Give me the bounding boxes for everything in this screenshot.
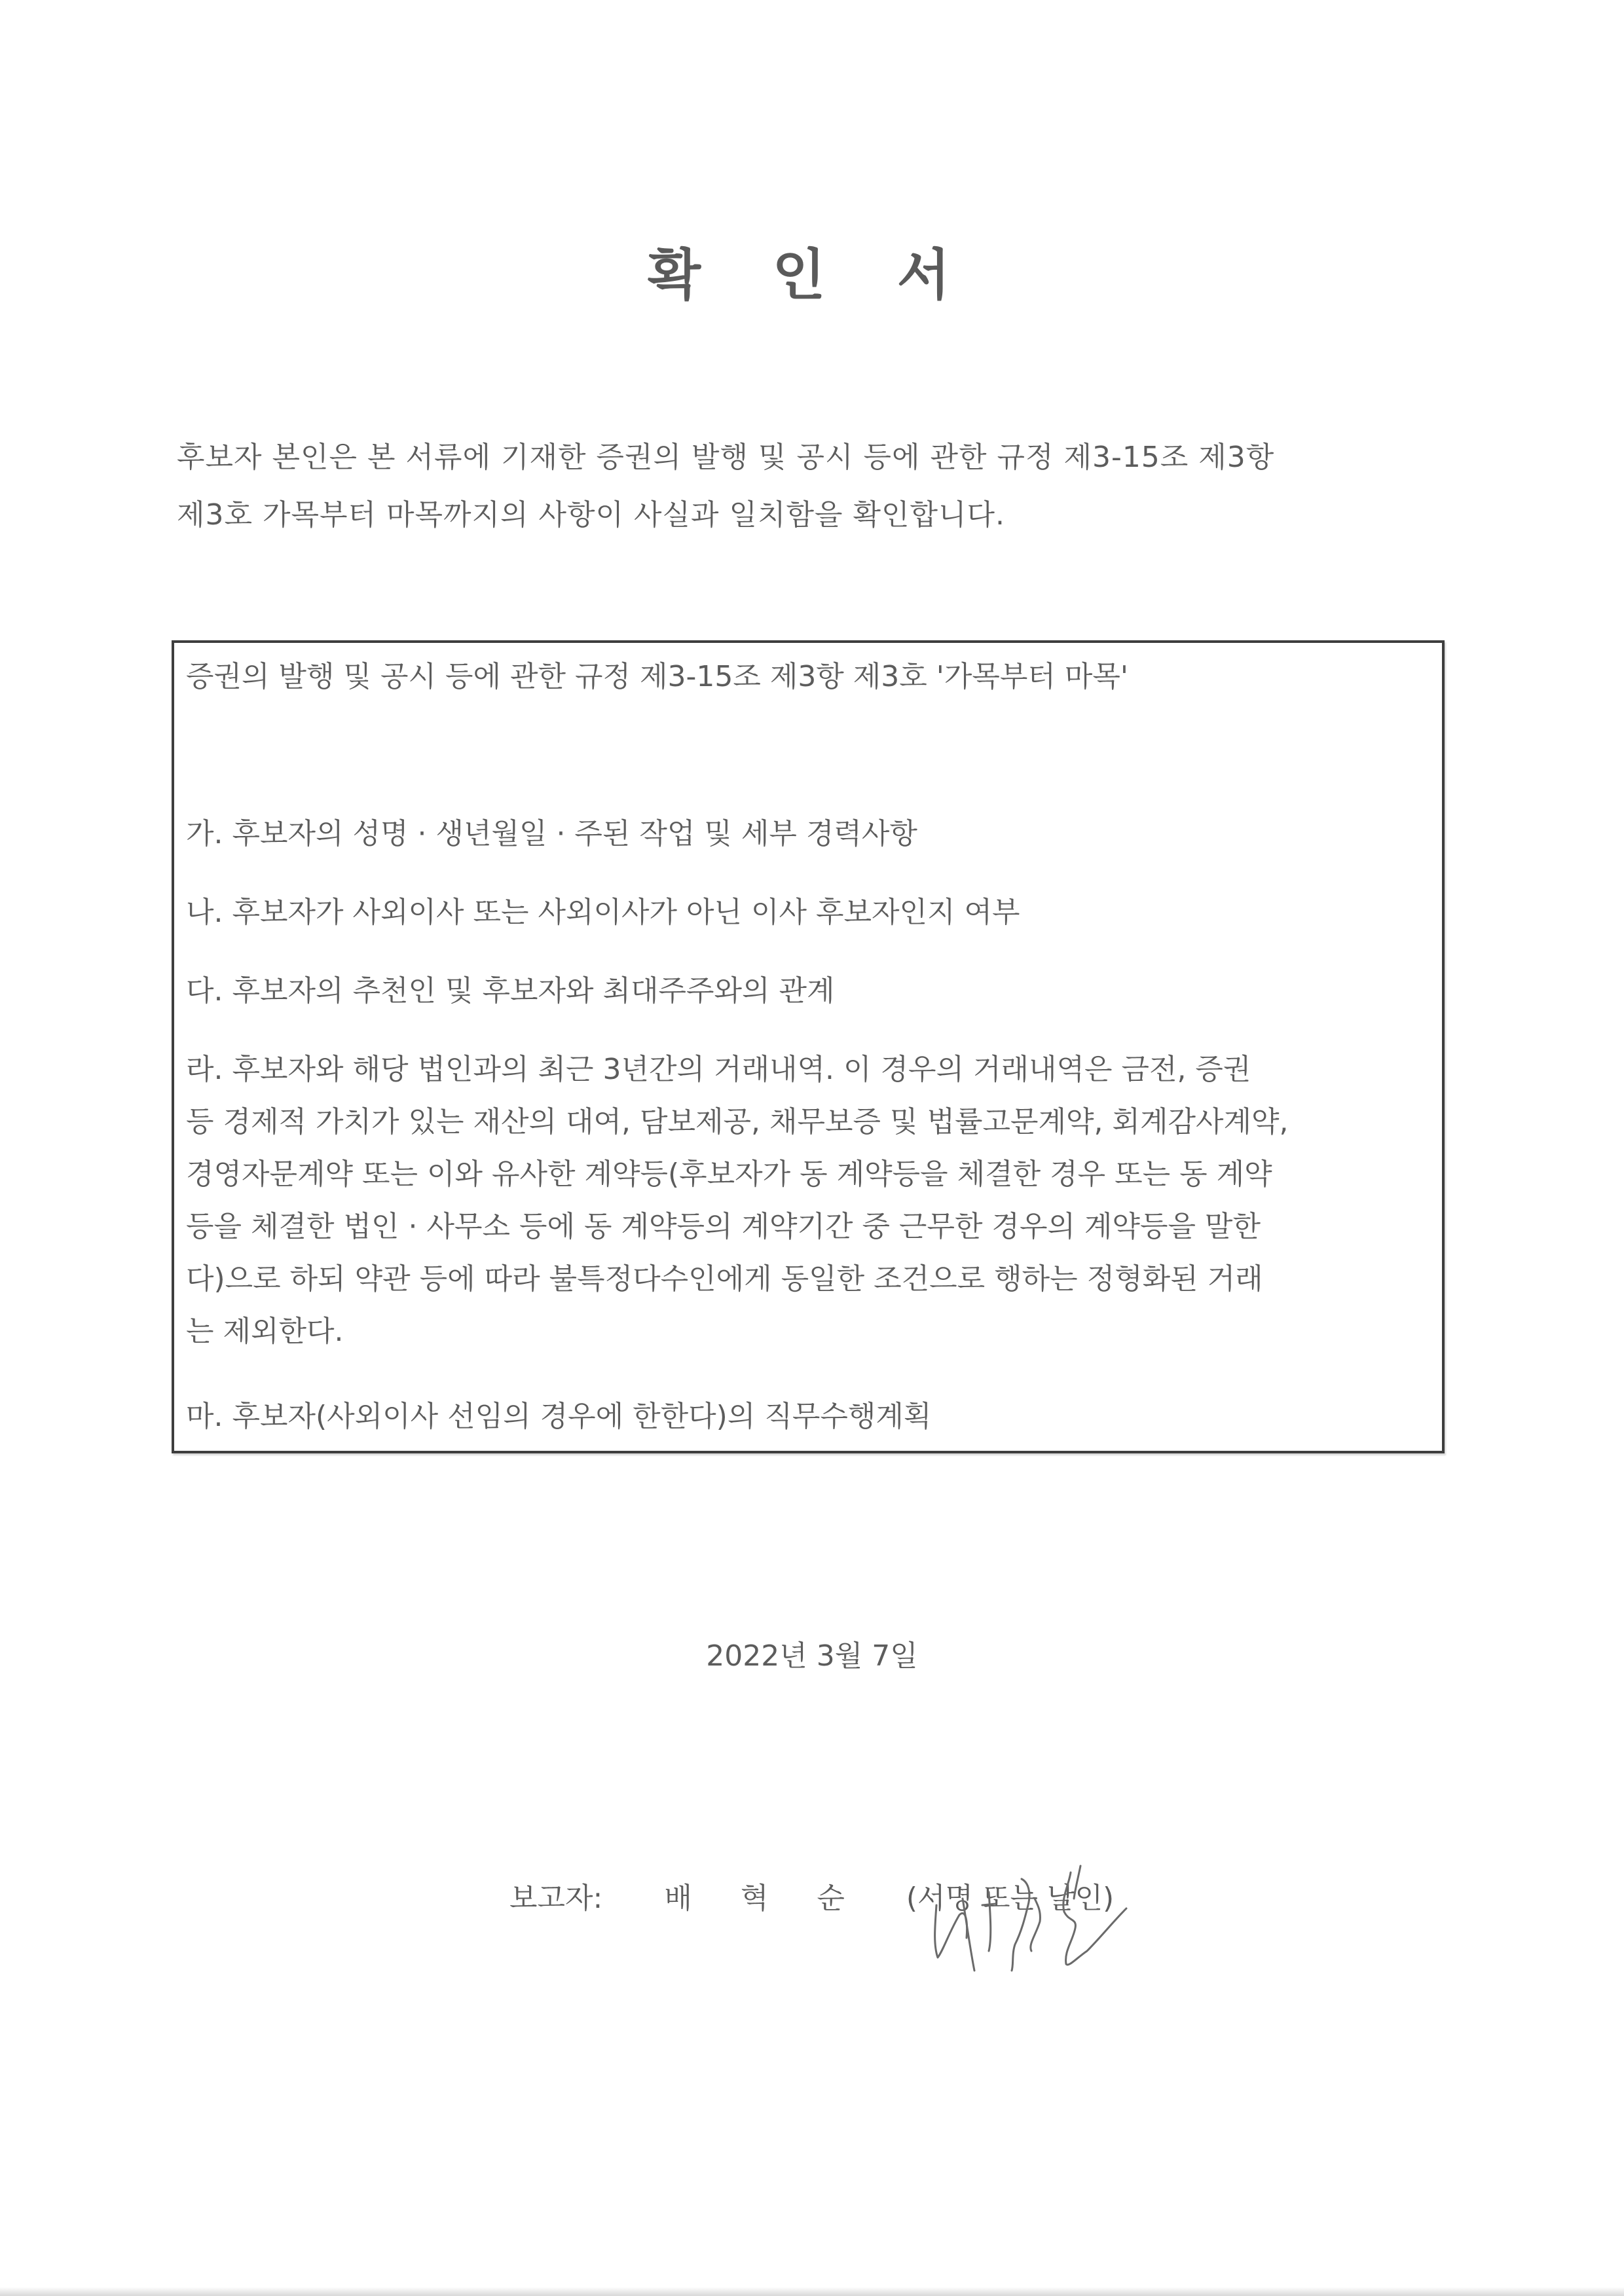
regulation-item-line: 등을 체결한 법인 · 사무소 등에 동 계약등의 계약기간 중 근무한 경우의 계약등을 말한 xyxy=(186,1210,1261,1243)
intro-line: 후보자 본인은 본 서류에 기재한 증권의 발행 및 공시 등에 관한 규정 제3-15조 제3항 xyxy=(177,441,1275,474)
reporter-name: 배 혁 순 xyxy=(664,1882,864,1915)
regulation-box xyxy=(172,640,1445,1453)
reporter-label: 보고자: xyxy=(509,1882,603,1915)
handwritten-signature-icon xyxy=(897,1859,1172,1990)
regulation-heading: 증권의 발행 및 공시 등에 관한 규정 제3-15조 제3항 제3호 '가목부터 마목' xyxy=(186,660,1128,693)
scan-edge-shadow xyxy=(0,2287,1624,2296)
intro-line: 제3호 가목부터 마목까지의 사항이 사실과 일치함을 확인합니다. xyxy=(177,498,1005,532)
regulation-item-ra xyxy=(186,1050,1288,1364)
regulation-item-ga: 가. 후보자의 성명 · 생년월일 · 주된 작업 및 세부 경력사항 xyxy=(186,817,917,850)
intro-paragraph xyxy=(177,429,1473,544)
regulation-item-line: 등 경제적 가치가 있는 재산의 대여, 담보제공, 채무보증 및 법률고문계약, 회계감사계약, xyxy=(186,1105,1289,1139)
regulation-item-da: 다. 후보자의 추천인 및 후보자와 최대주주와의 관계 xyxy=(186,974,835,1008)
document-title: 확 인 서 xyxy=(648,243,976,307)
signature-note: (서명 또는 날인) xyxy=(906,1882,1115,1915)
regulation-item-line: 경영자문계약 또는 이와 유사한 계약등(후보자가 동 계약등을 체결한 경우 또는 동 계약 xyxy=(186,1157,1272,1191)
document-date: 2022년 3월 7일 xyxy=(706,1639,918,1673)
regulation-item-line: 다)으로 하되 약관 등에 따라 불특정다수인에게 동일한 조건으로 행하는 정형화된 거래 xyxy=(186,1262,1263,1296)
regulation-item-line: 라. 후보자와 해당 법인과의 최근 3년간의 거래내역. 이 경우의 거래내역은 금전, 증권 xyxy=(186,1053,1251,1086)
regulation-item-line: 는 제외한다. xyxy=(186,1315,344,1348)
regulation-item-ma: 마. 후보자(사외이사 선임의 경우에 한한다)의 직무수행계획 xyxy=(186,1400,932,1433)
regulation-item-na: 나. 후보자가 사외이사 또는 사외이사가 아닌 이사 후보자인지 여부 xyxy=(186,896,1020,929)
